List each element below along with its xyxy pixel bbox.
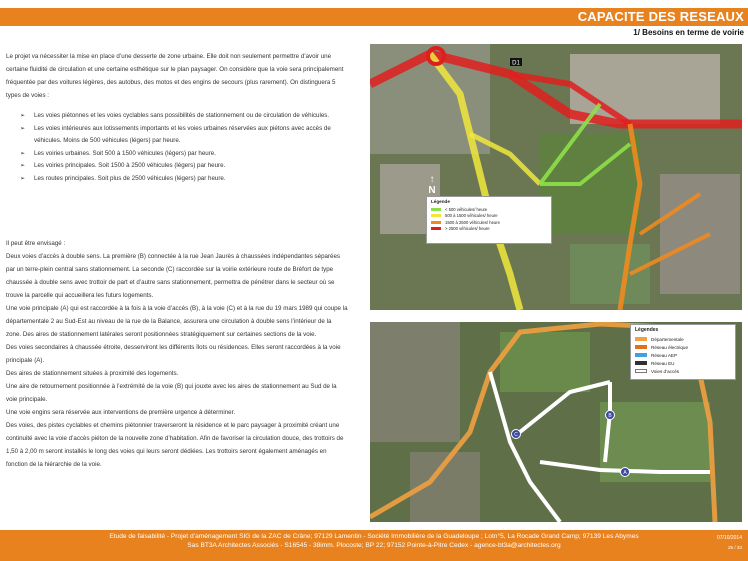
header-bar (0, 8, 748, 26)
network-legend (630, 324, 736, 380)
legend-row: 500 à 1500 véhicules/ heure (431, 213, 547, 220)
list-item: ➢ Les voiries principales. Soit 1500 à 2500 véhicules (légers) par heure. (20, 160, 348, 173)
footer-line-2: Sas BT3A Architectes Associés - S16545 - 38imm. Plocoste; BP 22; 97152 Pointe-à-Pitre Cedex - agence-bt3a@architectes.org (187, 542, 561, 549)
legend-row: Réseau EU (635, 359, 731, 367)
legend-row: Départementale (635, 335, 731, 343)
network-map (370, 322, 742, 522)
legend-row: Réseau électrique (635, 343, 731, 351)
legend-title: Légendes (635, 327, 659, 333)
legend-row: > 2500 véhicules/ heure (431, 226, 547, 233)
map-marker-c: C (514, 432, 518, 438)
page-title: CAPACITE DES RESEAUX (577, 9, 744, 24)
map-marker-a: A (623, 470, 627, 476)
paragraph: Des voies, des pistes cyclables et chemins piétonnier traverseront la résidence et le parc paysager à proximité créant une continuité avec la voie d’accès piéton de la nouvelle zone d’habitation. Afin de favoriser la circulation douce, des trottoirs de 1,50 à 2,00 m seront installés le long des voies qui leurs seront dédiées. Les trottoirs seront également aménagés en fonction de la hiérarchie de la voie. (6, 422, 344, 468)
footer-date: 07/10/2014 (716, 535, 742, 541)
legend-row: Réseau AEP (635, 351, 731, 359)
map-marker-d1: D1 (512, 60, 520, 67)
traffic-map (370, 44, 742, 310)
map-marker-b: B (608, 413, 612, 419)
paragraph: Une voie principale (A) qui est raccordée à la fois à la voie d’accès (B), à la voie (C) et à la rue du 19 mars 1989 qui coupe la départementale 2 au Sud-Est au niveau de la rue de la Balance, assurera une circulation à double sens l’intérieur de la zone. Des aires de stationnement latérales seront positionnées stratégiquement sur certaines sections de la voie. (6, 305, 348, 338)
paragraph: Des voies secondaires à chaussée étroite, desserviront les différents îlots ou résidences. Elles seront raccordées à la voie principale (A). (6, 344, 341, 364)
list-item: ➢ Les routes principales. Soit plus de 2500 véhicules (légers) par heure. (20, 173, 348, 186)
footer-line-1: Etude de faisabilité - Projet d’aménagement SIG de la ZAC de Crâne; 97129 Lamentin - Société Immobilière de la Guadeloupe ; Lotn°5, La Rocade Grand Camp; 97139 Les Abymes (109, 533, 639, 540)
arrow-bullet-icon: ➢ (20, 125, 26, 132)
list-item: ➢ Les voies piétonnes et les voies cyclables sans possibilités de stationnement ou de circulation de véhicules. (20, 110, 348, 123)
page-subtitle: 1/ Besoins en terme de voirie (633, 28, 744, 37)
legend-title: Légende (431, 199, 450, 204)
paragraph: Des aires de stationnement situées à proximité des logements. (6, 370, 179, 377)
list-item: ➢ Les voies intérieures aux lotissements importants et les voies urbaines réservées aux piétons avec accès de véhicules. Moins de 500 véhicules (légers) par heure. (20, 124, 331, 144)
arrow-bullet-icon: ➢ (20, 150, 26, 157)
paragraph: Une aire de retournement positionnée à l’extrémité de la voie (B) qui jouxte avec les aires de stationnement au Sud de la voie principale. (6, 383, 337, 403)
list-item: ➢ Les voiries urbaines. Soit 500 à 1500 véhicules (légers) par heure. (20, 148, 348, 161)
body-text (6, 50, 348, 471)
north-label: N (428, 185, 436, 196)
intro-paragraph: Le projet va nécessiter la mise en place d’une desserte de zone urbaine. Elle doit non seulement permettre d’avoir une certaine fluidité de circulation et une certaine esthétique sur le plan paysager. On considère que la voie sera principalement fréquentée par des voitures légères, des autobus, des motos et des engins de secours (plus rarement). On distinguera 5 types de voies : (6, 53, 344, 99)
envisaged-title: Il peut être envisagé : (6, 240, 66, 247)
arrow-bullet-icon: ➢ (20, 113, 26, 119)
legend-row: < 500 véhicules/ heure (431, 206, 547, 213)
arrow-bullet-icon: ➢ (20, 175, 26, 182)
traffic-legend (426, 196, 552, 244)
north-arrow-icon: ↑ N (428, 174, 436, 196)
page-number: 25 / 33 (727, 545, 742, 550)
arrow-bullet-icon: ➢ (20, 163, 26, 169)
footer-bar (0, 530, 748, 561)
legend-row: 1500 à 2500 véhicules/ heure (431, 219, 547, 226)
road-type-list (20, 110, 348, 185)
legend-row: Voies d’accès (635, 367, 731, 375)
paragraph: Deux voies d’accès à double sens. La première (B) connectée à la rue Jean Jaurès à chaussées indépendantes séparées par un terre-plein central sans stationnement. La seconde (C) raccordée sur la voirie extérieure route de Bréfort de type chaussée à double sens avec trottoir de part et d’autre sans stationnement, permettra de pénétrer dans le secteur où se trouve la parcelle qui accueillera les futurs logements. (6, 253, 340, 299)
paragraph: Une voie engins sera réservée aux interventions de première urgence à déterminer. (6, 409, 236, 416)
